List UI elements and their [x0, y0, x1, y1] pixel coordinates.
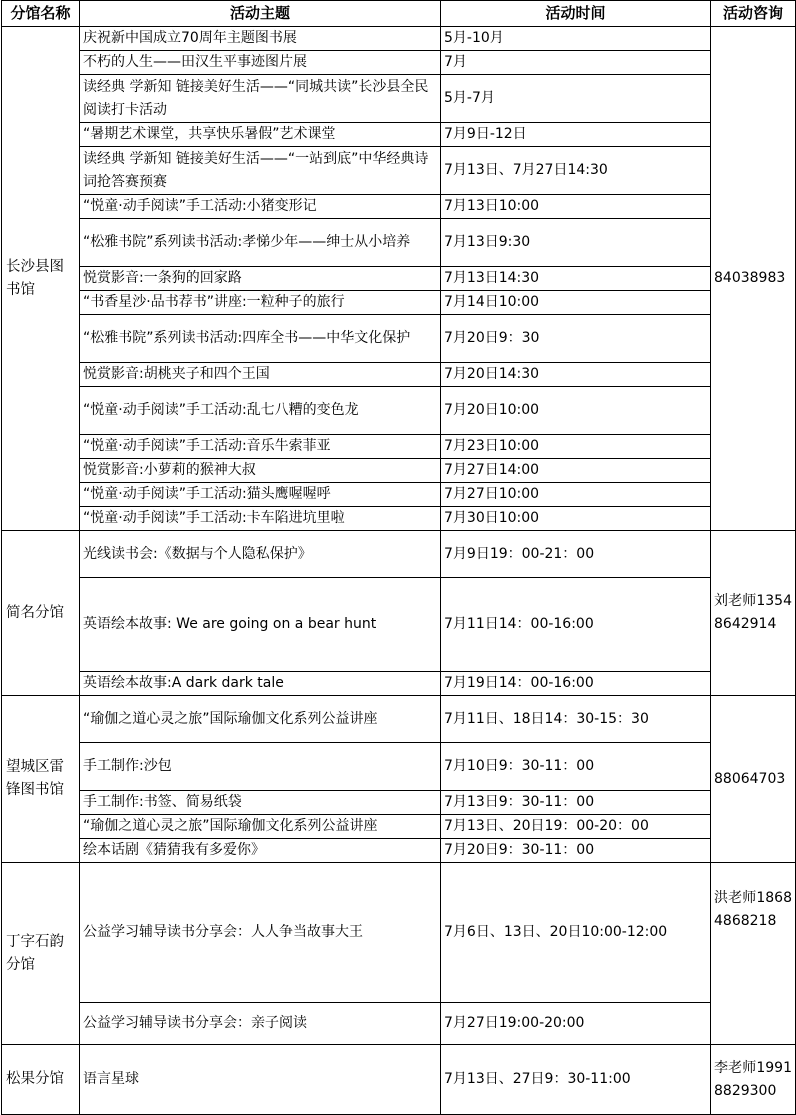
activity-theme: “瑜伽之道心灵之旅”国际瑜伽文化系列公益讲座 [80, 696, 441, 743]
activity-time: 5月-10月 [441, 27, 711, 51]
activity-time: 7月23日10:00 [441, 435, 711, 459]
activity-theme: “松雅书院”系列读书活动:孝悌少年——绅士从小培养 [80, 219, 441, 267]
activity-time: 7月6日、13日、20日10:00-12:00 [441, 863, 711, 1003]
activity-theme: 悦赏影音:小萝莉的猴神大叔 [80, 459, 441, 483]
table-row [2, 578, 796, 672]
table-row [2, 75, 796, 123]
activity-time: 7月20日9：30 [441, 315, 711, 363]
table-row [2, 1003, 796, 1045]
activity-time: 7月9日19：00-21：00 [441, 531, 711, 578]
table-row [2, 791, 796, 815]
activity-time: 7月10日9：30-11：00 [441, 743, 711, 791]
table-row [2, 863, 796, 1003]
branch-contact: 洪老师18684868218 [711, 863, 796, 1045]
table-row [2, 672, 796, 696]
table-row [2, 267, 796, 291]
activity-time: 7月 [441, 51, 711, 75]
table-row [2, 51, 796, 75]
table-row [2, 839, 796, 863]
activity-theme: 语言星球 [80, 1045, 441, 1115]
branch-name: 简名分馆 [2, 531, 80, 696]
table-row [2, 315, 796, 363]
table-row [2, 435, 796, 459]
activity-theme: 光线读书会:《数据与个人隐私保护》 [80, 531, 441, 578]
header-theme: 活动主题 [80, 1, 441, 27]
activity-time: 7月13日、20日19：00-20：00 [441, 815, 711, 839]
branch-contact: 李老师19918829300 [711, 1045, 796, 1115]
activity-theme: 庆祝新中国成立70周年主题图书展 [80, 27, 441, 51]
table-row [2, 147, 796, 195]
activity-theme: “悦童·动手阅读”手工活动:猫头鹰喔喔呼 [80, 483, 441, 507]
activity-time: 7月27日19:00-20:00 [441, 1003, 711, 1045]
table-row [2, 815, 796, 839]
table-row [2, 27, 796, 51]
activity-theme: “松雅书院”系列读书活动:四库全书——中华文化保护 [80, 315, 441, 363]
activity-time: 5月-7月 [441, 75, 711, 123]
activity-theme: “书香星沙·品书荐书”讲座:一粒种子的旅行 [80, 291, 441, 315]
table-row [2, 363, 796, 387]
table-row [2, 387, 796, 435]
activity-time: 7月30日10:00 [441, 507, 711, 531]
table-row [2, 291, 796, 315]
table-row [2, 459, 796, 483]
activity-theme: 公益学习辅导读书分享会：人人争当故事大王 [80, 863, 441, 1003]
activity-theme: 读经典 学新知 链接美好生活——“同城共读”长沙县全民阅读打卡活动 [80, 75, 441, 123]
branch-contact: 88064703 [711, 696, 796, 863]
activity-theme: “暑期艺术课堂，共享快乐暑假”艺术课堂 [80, 123, 441, 147]
header-contact: 活动咨询 [711, 1, 796, 27]
branch-contact: 刘老师13548642914 [711, 531, 796, 696]
activity-theme: “瑜伽之道心灵之旅”国际瑜伽文化系列公益讲座 [80, 815, 441, 839]
branch-name: 松果分馆 [2, 1045, 80, 1115]
activity-time: 7月20日9：30-11：00 [441, 839, 711, 863]
activity-theme: 手工制作:沙包 [80, 743, 441, 791]
activity-theme: “悦童·动手阅读”手工活动:音乐牛索菲亚 [80, 435, 441, 459]
activity-time: 7月11日14：00-16:00 [441, 578, 711, 672]
activity-theme: 公益学习辅导读书分享会：亲子阅读 [80, 1003, 441, 1045]
activity-theme: 悦赏影音:一条狗的回家路 [80, 267, 441, 291]
activity-time: 7月13日14:30 [441, 267, 711, 291]
table-row [2, 507, 796, 531]
activity-time: 7月13日10:00 [441, 195, 711, 219]
table-row [2, 743, 796, 791]
activity-time: 7月14日10:00 [441, 291, 711, 315]
activity-theme: “悦童·动手阅读”手工活动:卡车陷进坑里啦 [80, 507, 441, 531]
activity-time: 7月11日、18日14：30-15：30 [441, 696, 711, 743]
activity-time: 7月9日-12日 [441, 123, 711, 147]
table-row [2, 483, 796, 507]
activity-theme: 悦赏影音:胡桃夹子和四个王国 [80, 363, 441, 387]
branch-name: 望城区雷锋图书馆 [2, 696, 80, 863]
branch-name: 长沙县图书馆 [2, 27, 80, 531]
activity-theme: 读经典 学新知 链接美好生活——“一站到底”中华经典诗词抢答赛预赛 [80, 147, 441, 195]
activity-theme: 不朽的人生——田汉生平事迹图片展 [80, 51, 441, 75]
activity-theme: 英语绘本故事:A dark dark tale [80, 672, 441, 696]
table-row [2, 696, 796, 743]
activity-theme: 绘本话剧《猜猜我有多爱你》 [80, 839, 441, 863]
header-branch: 分馆名称 [2, 1, 80, 27]
table-row [2, 123, 796, 147]
activity-theme: 英语绘本故事: We are going on a bear hunt [80, 578, 441, 672]
activity-time: 7月13日、27日9：30-11:00 [441, 1045, 711, 1115]
activity-theme: “悦童·动手阅读”手工活动:小猪变形记 [80, 195, 441, 219]
activity-time: 7月13日9：30-11：00 [441, 791, 711, 815]
activity-time: 7月19日14：00-16:00 [441, 672, 711, 696]
table-row [2, 219, 796, 267]
table-row [2, 531, 796, 578]
activity-time: 7月13日9:30 [441, 219, 711, 267]
activity-time: 7月20日10:00 [441, 387, 711, 435]
header-row [2, 1, 796, 27]
activity-theme: “悦童·动手阅读”手工活动:乱七八糟的变色龙 [80, 387, 441, 435]
activity-time: 7月13日、7月27日14:30 [441, 147, 711, 195]
activity-time: 7月27日10:00 [441, 483, 711, 507]
activity-time: 7月20日14:30 [441, 363, 711, 387]
activity-table [1, 0, 796, 1115]
branch-contact: 84038983 [711, 27, 796, 531]
activity-time: 7月27日14:00 [441, 459, 711, 483]
table-row [2, 195, 796, 219]
header-time: 活动时间 [441, 1, 711, 27]
table-row [2, 1045, 796, 1115]
branch-name: 丁字石韵分馆 [2, 863, 80, 1045]
activity-theme: 手工制作:书签、简易纸袋 [80, 791, 441, 815]
